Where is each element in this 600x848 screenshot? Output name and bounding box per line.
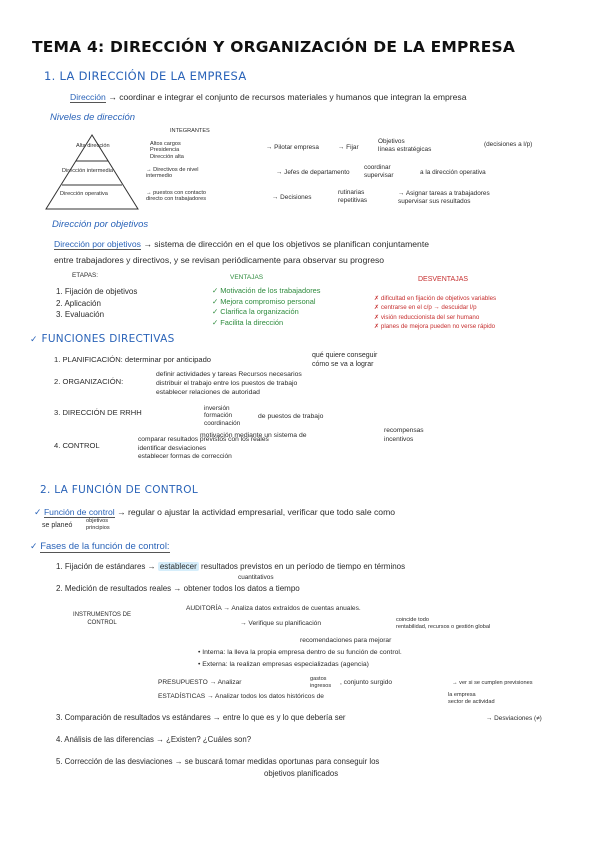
fase-2 bbox=[56, 585, 300, 593]
ventaja-3: ✓ Clarifica la organización bbox=[212, 307, 299, 317]
fase-1-sub: cuantitativos bbox=[238, 574, 274, 581]
auditoria-l2b-b: rentabilidad, recursos o gestión global bbox=[396, 624, 491, 631]
auditoria-l1 bbox=[186, 606, 361, 613]
planificacion-text: determinar por anticipado bbox=[124, 355, 212, 364]
fase-3-label: 3. Comparación de resultados vs estándares bbox=[56, 713, 211, 722]
row3-d bbox=[398, 190, 490, 207]
direccion-term: Dirección bbox=[70, 92, 106, 102]
section-1-heading: 1. LA DIRECCIÓN DE LA EMPRESA bbox=[44, 69, 247, 83]
fase-3-end: → Desviaciones (≠) bbox=[486, 715, 542, 722]
fase-2-text: → obtener todos los datos a tiempo bbox=[173, 584, 300, 593]
estadisticas-end bbox=[448, 692, 495, 707]
rrhh-right2-b: incentivos bbox=[384, 435, 414, 443]
desventaja-3: ✗ visión reduccionista del ser humano bbox=[374, 313, 480, 321]
row2-int-b: intermedio bbox=[146, 173, 173, 180]
presupuesto-text: → Analizar bbox=[209, 679, 242, 686]
presupuesto-mid bbox=[310, 676, 331, 689]
control-lines bbox=[138, 436, 269, 462]
integrantes-label: INTEGRANTES bbox=[170, 128, 210, 134]
instrumentos-label: INSTRUMENTOS DE CONTROL bbox=[73, 612, 131, 626]
fases-heading-text: Fases de la función de control: bbox=[40, 541, 170, 552]
row1-c-b: líneas estratégicas bbox=[378, 146, 432, 154]
control-label: 4. CONTROL bbox=[54, 441, 100, 450]
control-line-1: comparar resultados previstos con los reales bbox=[138, 436, 269, 443]
planificacion-right-b: cómo se va a lograr bbox=[312, 361, 374, 369]
niveles-heading: Niveles de dirección bbox=[50, 112, 136, 123]
rrhh-right2 bbox=[384, 427, 424, 444]
fase-2-label: 2. Medición de resultados reales bbox=[56, 584, 172, 593]
fase-3-text: → entre lo que es y lo que debería ser bbox=[212, 713, 346, 722]
control-def-term: Función de control bbox=[43, 507, 115, 517]
check-icon: ✓ bbox=[34, 507, 42, 517]
organizacion-line-3: establecer relaciones de autoridad bbox=[156, 388, 260, 396]
funciones-heading bbox=[30, 334, 175, 345]
control-def-principios: principios bbox=[86, 524, 110, 531]
etapa-3: 3. Evaluación bbox=[56, 310, 105, 320]
row1-int-b: Presidencia bbox=[150, 147, 180, 154]
auditoria-l2b-a: coincide todo bbox=[396, 617, 429, 623]
presupuesto-gastos: gastos bbox=[310, 676, 327, 682]
fase-4 bbox=[56, 736, 251, 744]
direccion-definition-text: → coordinar e integrar el conjunto de recursos materiales y humanos que integran la empresa bbox=[108, 92, 467, 102]
auditoria-interna: • Interna: la lleva la propia empresa dentro de su función de control. bbox=[198, 649, 402, 656]
row1-c bbox=[378, 138, 431, 155]
etapas-label: ETAPAS: bbox=[72, 272, 99, 279]
row3-d-b: supervisar sus resultados bbox=[398, 198, 471, 206]
organizacion-line-2: distribuir el trabajo entre los puestos de trabajo bbox=[156, 379, 298, 387]
rrhh-right2-a: recompensas bbox=[384, 427, 424, 434]
row1-integrantes bbox=[150, 141, 184, 160]
fase-5-text: → se buscará tomar medidas oportunas para conseguir los bbox=[174, 757, 380, 766]
estadisticas-empresa: la empresa bbox=[448, 692, 476, 698]
row3-a: → Decisiones bbox=[272, 194, 312, 201]
rrhh-lines bbox=[204, 405, 240, 427]
presupuesto-ingresos: ingresos bbox=[310, 682, 332, 689]
row3-d-a: → Asignar tareas a trabajadores bbox=[398, 190, 490, 197]
row2-a: → Jefes de departamento bbox=[276, 169, 350, 176]
etapa-1: 1. Fijación de objetivos bbox=[56, 287, 138, 296]
presupuesto-row bbox=[158, 680, 241, 687]
control-def-line1 bbox=[34, 508, 395, 517]
row1-int-a: Altos cargos bbox=[150, 141, 181, 147]
dpo-term: Dirección por objetivos bbox=[54, 239, 141, 249]
row1-b: → Fijar bbox=[338, 144, 359, 151]
dpo-heading: Dirección por objetivos bbox=[52, 219, 149, 230]
fases-heading bbox=[30, 542, 170, 552]
presupuesto-rest: , conjunto surgido bbox=[340, 679, 393, 686]
fase-1-text: resultados previstos en un período de tiempo en términos bbox=[201, 562, 406, 571]
ventaja-4: ✓ Facilita la dirección bbox=[212, 318, 284, 328]
row3-c bbox=[338, 189, 367, 206]
ventajas-list bbox=[212, 286, 321, 329]
fase-4-label: 4. Análisis de las diferencias bbox=[56, 735, 154, 744]
desventajas-label: DESVENTAJAS bbox=[418, 276, 469, 283]
section-2-heading: 2. LA FUNCIÓN DE CONTROL bbox=[40, 484, 198, 496]
control-line-3: establecer formas de corrección bbox=[138, 453, 232, 461]
desventaja-1: ✗ dificultad en fijación de objetivos variables bbox=[374, 295, 497, 302]
auditoria-externa: • Externa: la realizan empresas especializadas (agencia) bbox=[198, 661, 369, 668]
row2-c bbox=[364, 164, 393, 181]
row2-integrantes bbox=[146, 167, 199, 180]
desventaja-2: ✗ centrarse en el c/p → descuidar l/p bbox=[374, 304, 477, 312]
row3-integrantes bbox=[146, 190, 206, 203]
planificacion-right bbox=[312, 351, 377, 369]
control-line-2: identificar desviaciones bbox=[138, 444, 207, 452]
auditoria-l1-text: → Analiza datos extraídos de cuentas anuales. bbox=[223, 605, 361, 612]
fase-5-sub: objetivos planificados bbox=[264, 769, 339, 778]
rrhh-line-2: formación bbox=[204, 412, 233, 420]
desventajas-list bbox=[374, 294, 496, 331]
dpo-line1 bbox=[54, 240, 429, 249]
rrhh-right: de puestos de trabajo bbox=[258, 413, 324, 420]
presupuesto-end: → ver si se cumplen previsiones bbox=[452, 680, 533, 686]
control-def-line2: se planeó bbox=[42, 522, 73, 529]
dpo-line1-text: → sistema de dirección en el que los objetivos se planifican conjuntamente bbox=[143, 239, 429, 249]
fase-1: 1. Fijación de estándares → establecer resultados previstos en un período de tiempo en términos bbox=[56, 562, 406, 571]
control-def-text: → regular o ajustar la actividad empresarial, verificar que todo sale como bbox=[117, 507, 396, 517]
fase-4-text: → ¿Existen? ¿Cuáles son? bbox=[156, 735, 252, 744]
pyramid-level-2: Dirección intermedia bbox=[62, 168, 113, 174]
rrhh-line-3: coordinación bbox=[204, 419, 241, 427]
control-def-objetivos: objetivos bbox=[86, 518, 109, 524]
dpo-line2: entre trabajadores y directivos, y se revisan periódicamente para observar su progreso bbox=[54, 255, 385, 265]
funcion-planificacion bbox=[54, 356, 211, 364]
control-def-line2b bbox=[86, 518, 110, 531]
row1-int-c: Dirección alta bbox=[150, 153, 184, 160]
funciones-heading-text: FUNCIONES DIRECTIVAS bbox=[41, 333, 175, 345]
ventaja-1: ✓ Motivación de los trabajadores bbox=[212, 286, 321, 295]
auditoria-label: AUDITORÍA bbox=[186, 605, 222, 612]
row3-c-b: repetitivas bbox=[338, 197, 368, 205]
row3-int-b: directo con trabajadores bbox=[146, 196, 207, 203]
planificacion-label: 1. PLANIFICACIÓN: bbox=[54, 355, 123, 364]
pyramid-level-3: Dirección operativa bbox=[60, 191, 108, 197]
estadisticas-label: ESTADÍSTICAS bbox=[158, 693, 206, 700]
row2-d: a la dirección operativa bbox=[420, 169, 486, 176]
row3-c-a: rutinarias bbox=[338, 189, 365, 196]
pyramid-level-1: Alta dirección bbox=[76, 143, 110, 149]
ventaja-2: ✓ Mejora compromiso personal bbox=[212, 296, 316, 306]
auditoria-l3: recomendaciones para mejorar bbox=[300, 637, 392, 644]
row1-c-a: Objetivos bbox=[378, 138, 405, 145]
auditoria-l2b bbox=[396, 617, 490, 632]
fase-5-label: 5. Corrección de las desviaciones bbox=[56, 757, 173, 766]
fase-5 bbox=[56, 758, 379, 766]
planificacion-right-a: qué quiere conseguir bbox=[312, 352, 378, 359]
rrhh-line2: motivación mediante un sistema de bbox=[200, 432, 307, 439]
direccion-definition bbox=[70, 93, 466, 102]
fase-1-highlight: establecer bbox=[159, 562, 197, 571]
check-icon: ✓ bbox=[30, 541, 38, 551]
organizacion-lines bbox=[156, 371, 302, 397]
row2-c-a: coordinar bbox=[364, 164, 391, 171]
desventaja-4: ✗ planes de mejora pueden no verse rápido bbox=[374, 322, 496, 330]
row1-a: → Pilotar empresa bbox=[266, 144, 319, 151]
row2-c-b: supervisar bbox=[364, 172, 394, 180]
etapas-list bbox=[56, 286, 137, 321]
estadisticas-sector: sector de actividad bbox=[448, 699, 495, 706]
fase-3 bbox=[56, 714, 346, 722]
ventajas-label: VENTAJAS bbox=[230, 274, 264, 281]
etapa-2: 2. Aplicación bbox=[56, 298, 101, 308]
row1-d: (decisiones a l/p) bbox=[484, 141, 533, 148]
row2-int-a: → Directivos de nivel bbox=[146, 167, 199, 173]
auditoria-l2: → Verifique su planificación bbox=[240, 620, 322, 627]
check-icon: ✓ bbox=[30, 335, 38, 345]
page-title: TEMA 4: DIRECCIÓN Y ORGANIZACIÓN DE LA EMPRESA bbox=[32, 38, 516, 56]
row3-int-a: → puestos con contacto bbox=[146, 190, 207, 196]
organizacion-label: 2. ORGANIZACIÓN: bbox=[54, 377, 124, 386]
presupuesto-label: PRESUPUESTO bbox=[158, 679, 208, 686]
estadisticas-text: → Analizar todos los datos históricos de bbox=[207, 693, 324, 700]
rrhh-line-1: inversión bbox=[204, 405, 230, 412]
organizacion-line-1: definir actividades y tareas Recursos necesarios bbox=[156, 371, 302, 378]
estadisticas-row bbox=[158, 694, 324, 701]
fase-1-label: 1. Fijación de estándares bbox=[56, 562, 146, 571]
rrhh-label: 3. DIRECCIÓN DE RRHH bbox=[54, 408, 142, 417]
